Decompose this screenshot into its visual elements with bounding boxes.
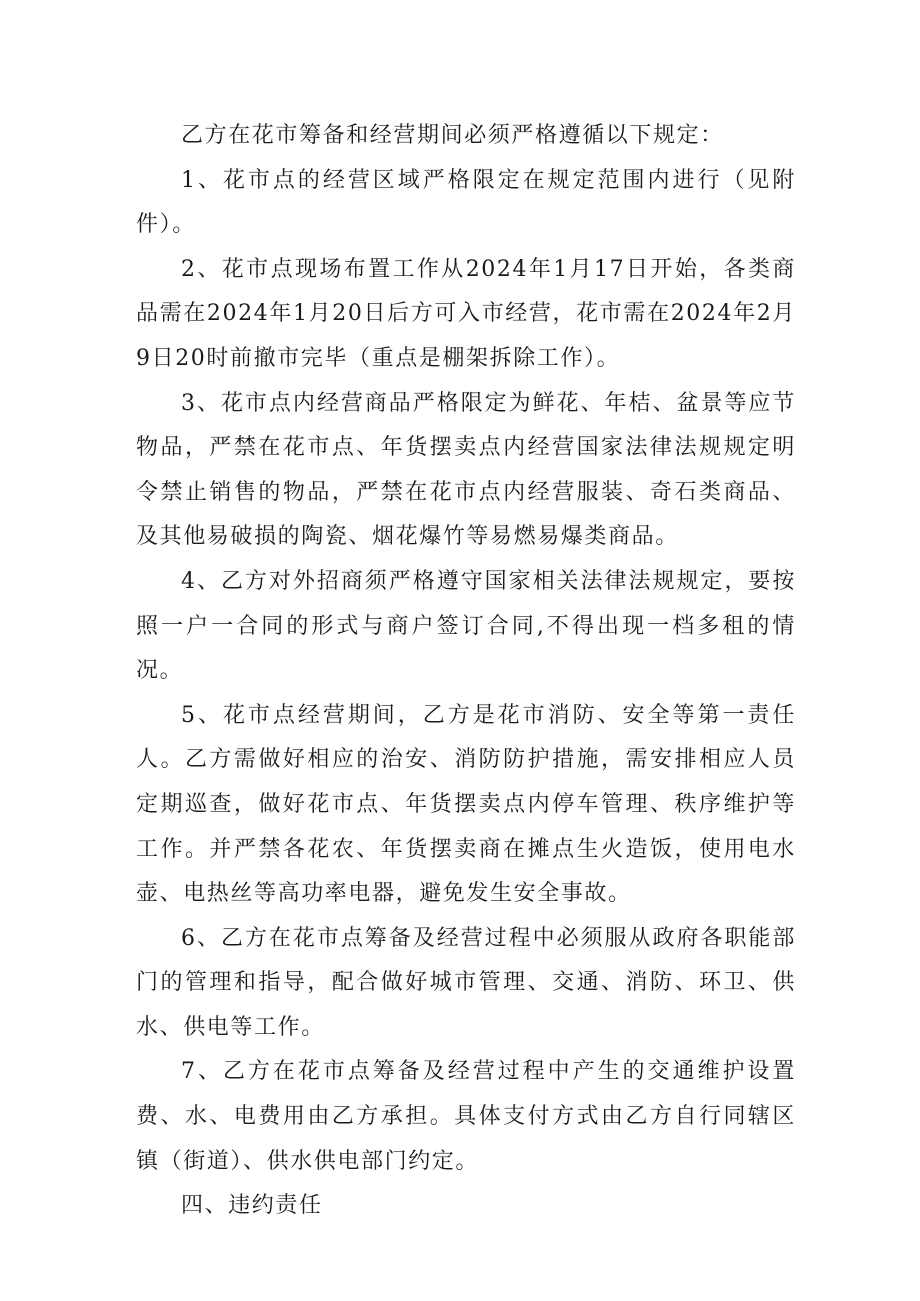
intro-paragraph: 乙方在花市筹备和经营期间必须严格遵循以下规定： [181, 123, 724, 148]
clause-5: 5、花市点经营期间，乙方是花市消防、安全等第一责任人。乙方需做好相应的治安、消防防护措施，需安排相应人员定期巡查，做好花市点、年货摆卖点内停车管理、秩序维护等工作。并严禁各花农、年货摆卖商在摊点生火造饭，使用电水壶、电热丝等高功率电器，避免发生安全事故。 [136, 702, 796, 907]
clause-6: 6、乙方在花市点筹备及经营过程中必须服从政府各职能部门的管理和指导，配合做好城市管理、交通、消防、环卫、供水、供电等工作。 [136, 925, 796, 1040]
clause-2: 2、花市点现场布置工作从2024年1月17日开始，各类商品需在2024年1月20日后方可入市经营，花市需在2024年2月9日20时前撤市完毕（重点是棚架拆除工作）。 [136, 256, 796, 371]
clause-1: 1、花市点的经营区域严格限定在规定范围内进行（见附件）。 [136, 167, 796, 238]
clause-4: 4、乙方对外招商须严格遵守国家相关法律法规规定，要按照一户一合同的形式与商户签订合同,不得出现一档多租的情况。 [136, 568, 796, 684]
section-heading-breach-liability: 四、违约责任 [181, 1193, 323, 1219]
clause-3: 3、花市点内经营商品严格限定为鲜花、年桔、盆景等应节物品，严禁在花市点、年货摆卖点内经营国家法律法规规定明令禁止销售的物品，严禁在花市点内经营服装、奇石类商品、及其他易破损的陶瓷、烟花爆竹等易燃易爆类商品。 [136, 390, 796, 550]
document-body [136, 114, 796, 1229]
clause-7: 7、乙方在花市点筹备及经营过程中产生的交通维护设置费、水、电费用由乙方承担。具体支付方式由乙方自行同辖区镇（街道）、供水供电部门约定。 [136, 1059, 796, 1174]
